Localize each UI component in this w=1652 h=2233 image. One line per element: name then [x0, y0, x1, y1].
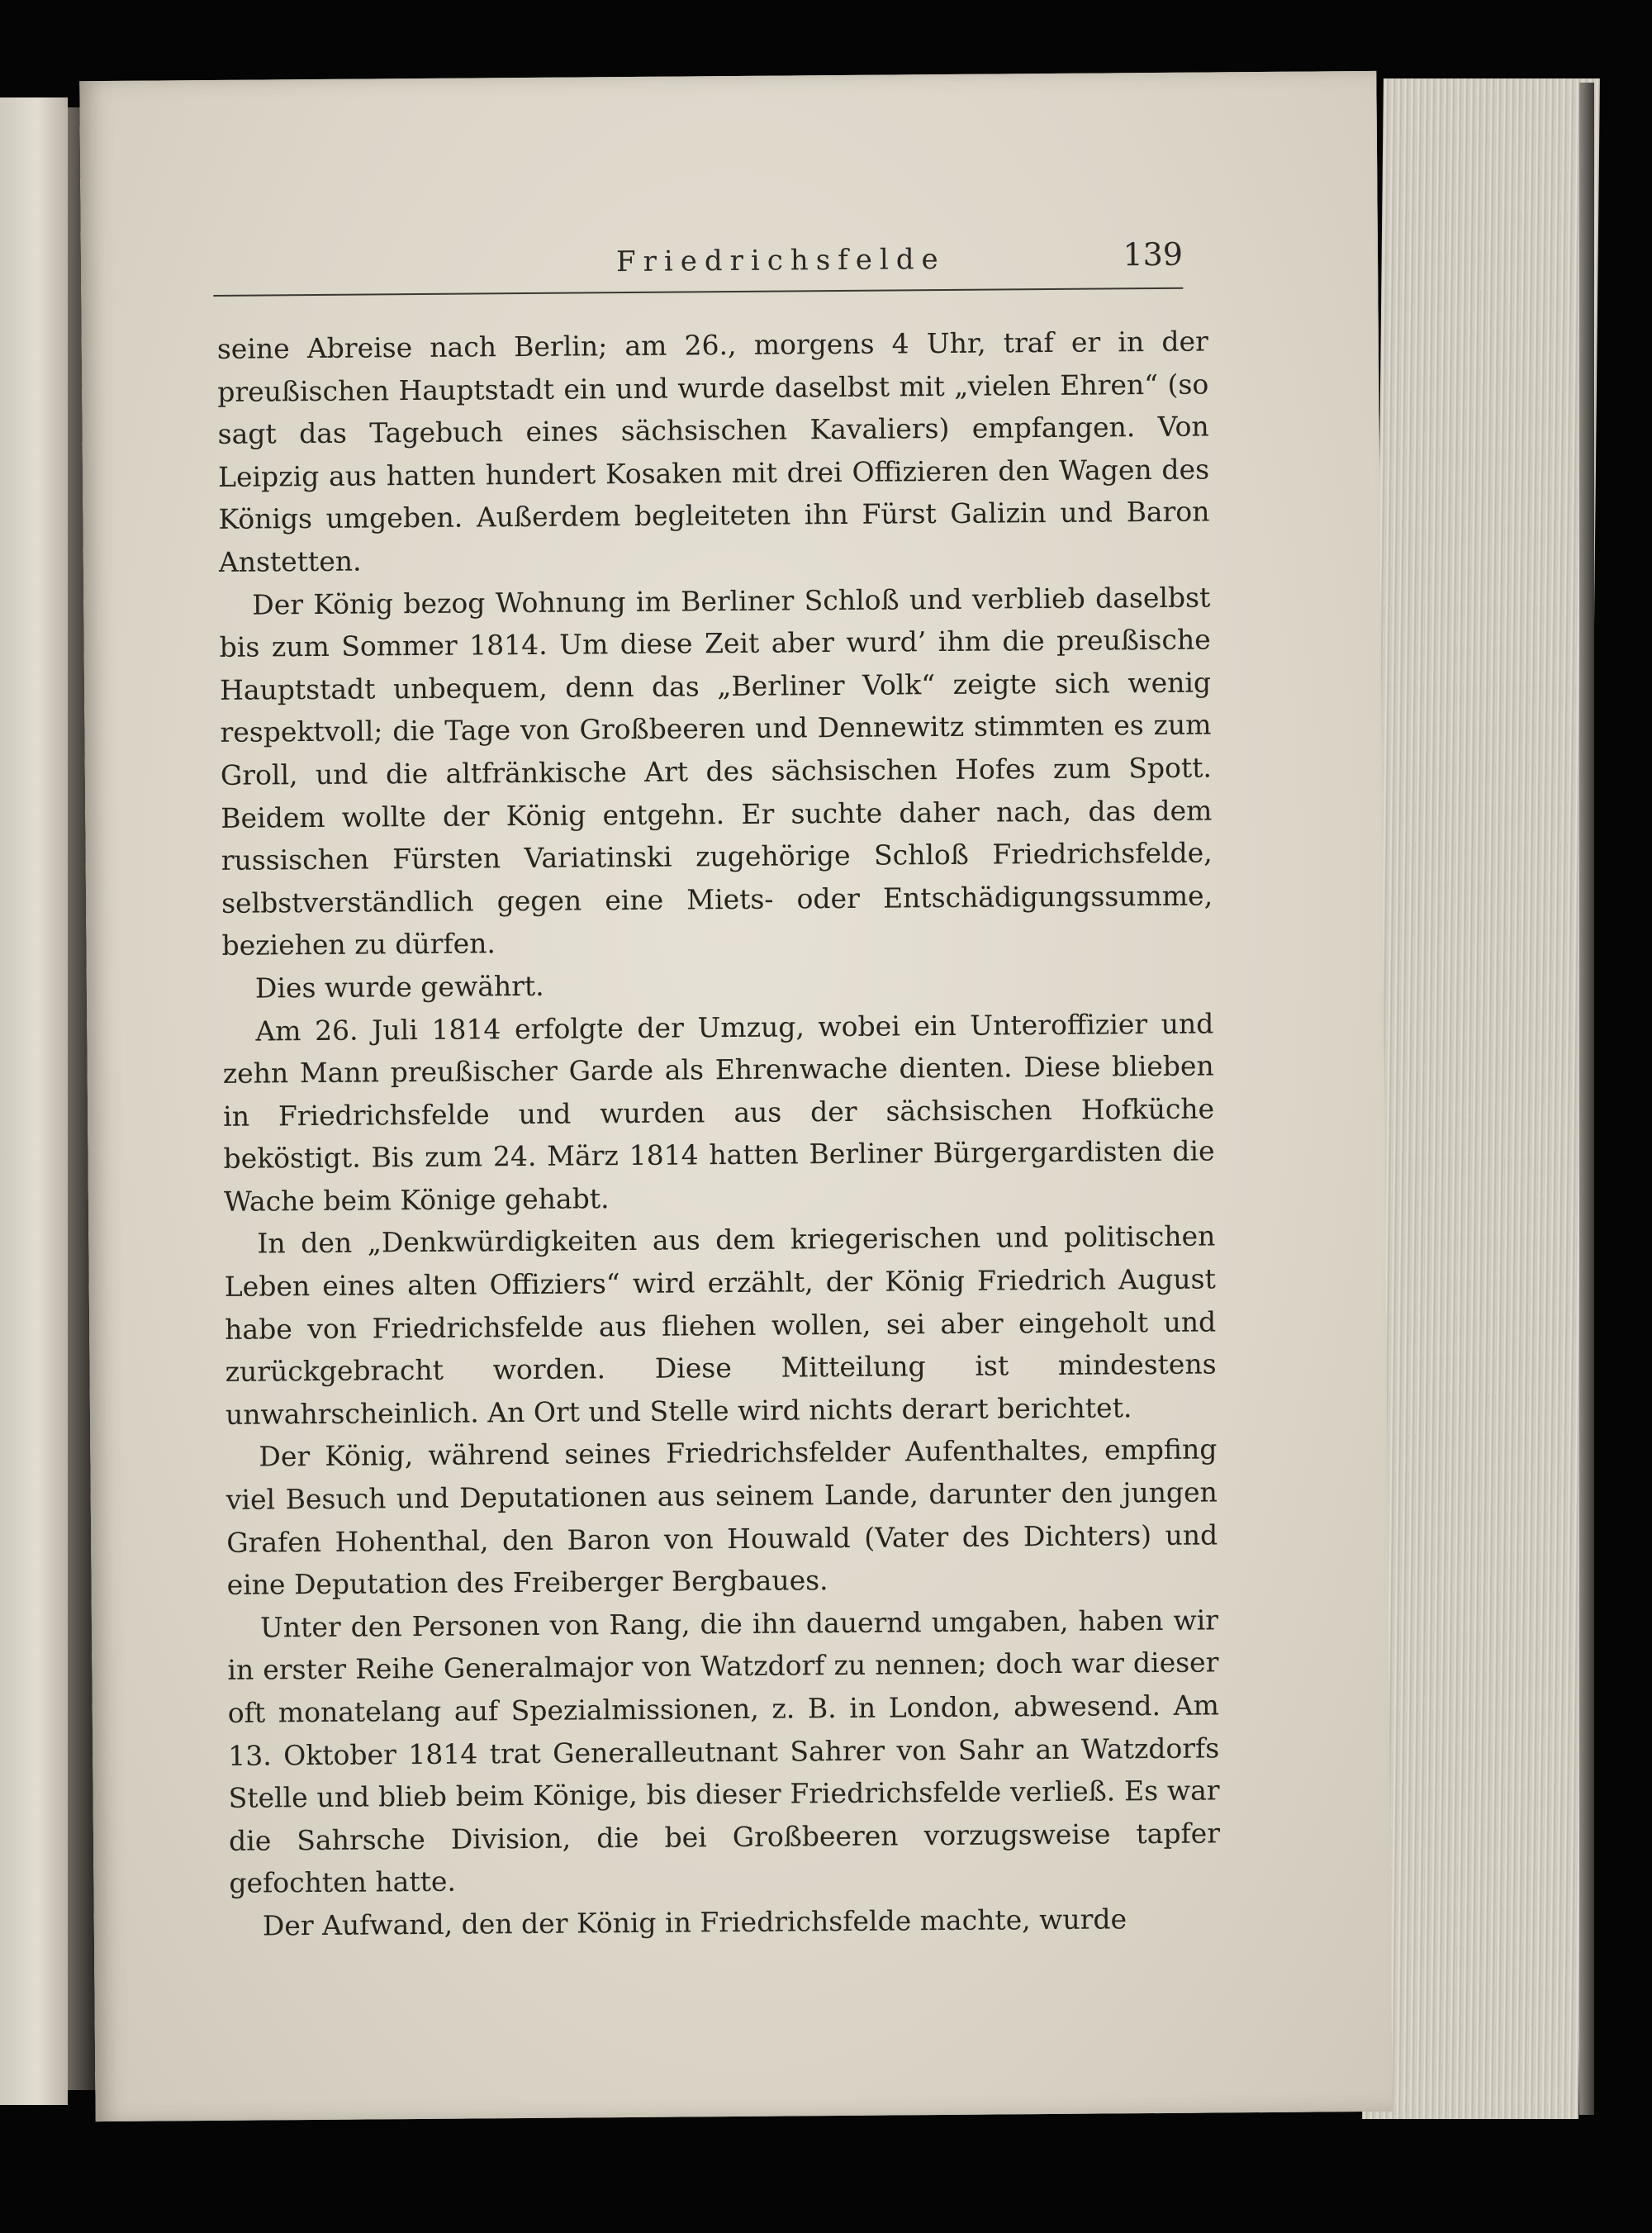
book-page [79, 71, 1392, 2121]
paragraph: Der König bezog Wohnung im Berliner Schloß und verblieb daselbst bis zum Sommer 1814. Um diese Zeit aber wurd’ ihm die preußische Hauptstadt unbequem, denn das „Berliner Volk“ zeigte sich wenig respektvoll; die Tage von Großbeeren und Dennewitz stimmten es zum Groll, und die altfränkische Art des sächsischen Hofes zum Spott. Beidem wollte der König entgehn. Er suchte daher nach, das dem russischen Fürsten Variatinski zugehörige Schloß Friedrichsfelde, selbstverständlich gegen eine Miets- oder Entschädigungssumme, beziehen zu dürfen. [219, 581, 1213, 962]
facing-page-edge [0, 97, 68, 2105]
paragraph: Der Aufwand, den der König in Friedrichsfelde machte, wurde [262, 1903, 1127, 1942]
page-number: 139 [1123, 235, 1184, 273]
running-title: Friedrichsfelde [615, 242, 946, 279]
paragraph: Am 26. Juli 1814 erfolgte der Umzug, wobei ein Unteroffizier und zehn Mann preußischer Garde als Ehrenwache dienten. Diese blieben in Friedrichsfelde und wurden aus der sächsischen Hofküche beköstigt. Bis zum 24. März 1814 hatten Berliner Bürgergardisten die Wache beim Könige gehabt. [222, 1006, 1215, 1218]
page-header [213, 236, 1188, 298]
page-block-shadow [1579, 83, 1594, 2115]
page-block-edges [1362, 78, 1600, 2119]
paragraph: Unter den Personen von Rang, die ihn dauernd umgaben, haben wir in erster Reihe Generalmajor von Watzdorf zu nennen; doch war dieser oft monatelang auf Spezialmissionen, z. B. in London, abwesend. Am 13. Oktober 1814 trat Generalleutnant Sahrer von Sahr an Watzdorfs Stelle und blieb beim Könige, bis dieser Friedrichsfelde verließ. Es war die Sahrsche Division, die bei Großbeeren vorzugsweise tapfer gefochten hatte. [227, 1603, 1221, 1900]
header-rule [213, 287, 1183, 297]
paragraph: In den „Denkwürdigkeiten aus dem kriegerischen und politischen Leben eines alten Offiziers“ wird erzählt, der König Friedrich August habe von Friedrichsfelde aus fliehen wollen, sei aber eingeholt und zurückgebracht worden. Diese Mitteilung ist mindestens unwahrscheinlich. An Ort und Stelle wird nichts derart berichtet. [224, 1219, 1217, 1431]
paragraph: Dies wurde gewährt. [254, 969, 544, 1005]
paragraph: Der König, während seines Friedrichsfelder Aufenthaltes, empfing viel Besuch und Deputationen aus seinem Lande, darunter den jungen Grafen Hohenthal, den Baron von Houwald (Vater des Dichters) und eine Deputation des Freiberger Bergbaues. [225, 1432, 1218, 1602]
paragraph: seine Abreise nach Berlin; am 26., morgens 4 Uhr, traf er in der preußischen Hauptstadt ein und wurde daselbst mit „vielen Ehren“ (so sagt das Tagebuch eines sächsischen Kavaliers) empfangen. Von Leipzig aus hatten hundert Kosaken mit drei Offizieren den Wagen des Königs umgeben. Außerdem begleiteten ihn Fürst Galizin und Baron Anstetten. [216, 325, 1210, 578]
body-text [217, 320, 1221, 1947]
